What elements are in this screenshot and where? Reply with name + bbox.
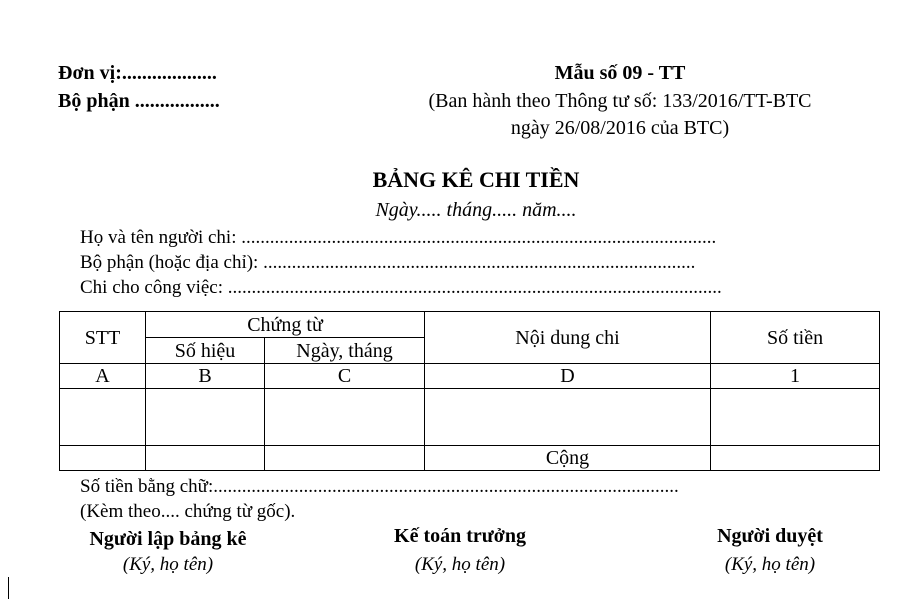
empty-cell (146, 446, 265, 471)
attachments-note: (Kèm theo.... chứng từ gốc). (80, 501, 296, 522)
total-label: Cộng (425, 446, 711, 471)
payer-name-field: Họ và tên người chi: .................................................................................................... (80, 227, 717, 248)
document-title: BẢNG KÊ CHI TIỀN (372, 167, 580, 192)
empty-cell (265, 389, 425, 446)
signature-title-accountant: Kế toán trưởng (394, 525, 526, 547)
empty-cell (265, 446, 425, 471)
header-content: Nội dung chi (425, 312, 711, 364)
code-cell: D (425, 364, 711, 389)
signature-title-approver: Người duyệt (717, 525, 823, 547)
header-voucher-date: Ngày, tháng (265, 338, 425, 364)
department-label: Bộ phận ................. (58, 90, 220, 112)
issued-by-line1: (Ban hành theo Thông tư số: 133/2016/TT-BTC (428, 90, 812, 112)
header-voucher: Chứng từ (146, 312, 425, 338)
code-cell: 1 (711, 364, 880, 389)
empty-cell (146, 389, 265, 446)
signature-note-preparer: (Ký, họ tên) (122, 554, 214, 575)
empty-cell (425, 389, 711, 446)
code-cell: A (60, 364, 146, 389)
header-voucher-number: Số hiệu (146, 338, 265, 364)
header-stt: STT (60, 312, 146, 364)
expense-table (59, 311, 880, 471)
department-address-field: Bộ phận (hoặc địa chỉ): ........................................................................................... (80, 252, 696, 273)
empty-cell (60, 446, 146, 471)
code-cell: C (265, 364, 425, 389)
purpose-field: Chi cho công việc: ........................................................................................................ (80, 277, 722, 298)
amount-in-words-field: Số tiền bằng chữ:.................................................................................................. (80, 476, 679, 497)
code-cell: B (146, 364, 265, 389)
total-amount-cell (711, 446, 880, 471)
header-amount: Số tiền (711, 312, 880, 364)
signature-title-preparer: Người lập bảng kê (89, 528, 247, 550)
signature-note-approver: (Ký, họ tên) (724, 554, 816, 575)
date-line: Ngày..... tháng..... năm.... (375, 199, 577, 221)
unit-label: Đơn vị:................... (58, 62, 217, 84)
empty-cell (60, 389, 146, 446)
issued-by-line2: ngày 26/08/2016 của BTC) (510, 117, 730, 139)
signature-note-accountant: (Ký, họ tên) (414, 554, 506, 575)
text-cursor (8, 577, 9, 599)
form-number: Mẫu số 09 - TT (554, 62, 686, 84)
empty-cell (711, 389, 880, 446)
